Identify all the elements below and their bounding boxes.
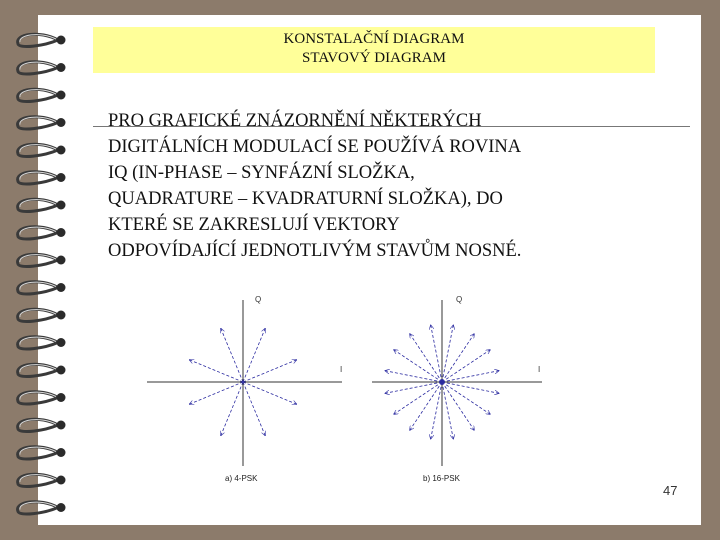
psk16-i-label: I	[538, 365, 541, 374]
psk16-q-label: Q	[456, 295, 463, 304]
binding-ring	[18, 172, 66, 184]
spiral-binding	[0, 0, 80, 540]
psk16-vector	[410, 334, 442, 382]
binding-ring	[18, 282, 66, 294]
title-line-2: STAVOVÝ DIAGRAM	[302, 50, 446, 66]
body-line: DIGITÁLNÍCH MODULACÍ SE POUŽÍVÁ ROVINA	[108, 137, 522, 157]
psk16-vector	[442, 382, 490, 414]
body-line: PRO GRAFICKÉ ZNÁZORNĚNÍ NĚKTERÝCH	[108, 111, 482, 131]
binding-ring	[18, 254, 66, 266]
psk16-diagram	[372, 295, 542, 466]
body-line: KTERÉ SE ZAKRESLUJÍ VEKTORY	[108, 215, 400, 235]
psk4-diagram	[147, 295, 342, 466]
psk16-vector	[394, 350, 442, 382]
psk-diagrams	[140, 288, 560, 488]
binding-ring	[18, 364, 66, 376]
binding-ring	[18, 89, 66, 101]
psk16-vector	[442, 350, 490, 382]
binding-ring	[18, 502, 66, 514]
binding-ring	[18, 117, 66, 129]
psk16-caption: b) 16-PSK	[423, 474, 460, 483]
psk16-center-dot	[440, 380, 445, 385]
body-text	[108, 108, 693, 264]
binding-ring	[18, 419, 66, 431]
psk4-q-label: Q	[255, 295, 262, 304]
psk16-vector	[394, 382, 442, 414]
binding-ring	[18, 227, 66, 239]
psk16-vector	[442, 334, 474, 382]
title-line-1: KONSTALAČNÍ DIAGRAM	[283, 31, 465, 47]
body-line: ODPOVÍDAJÍCÍ JEDNOTLIVÝM STAVŮM NOSNÉ.	[108, 241, 522, 261]
page-number: 47	[663, 483, 678, 498]
binding-ring	[18, 199, 66, 211]
binding-ring	[18, 474, 66, 486]
binding-ring	[18, 34, 66, 46]
binding-ring	[18, 144, 66, 156]
psk4-caption: a) 4-PSK	[225, 474, 258, 483]
psk16-vector	[442, 382, 474, 430]
body-line: IQ (IN-PHASE – SYNFÁZNÍ SLOŽKA,	[108, 163, 415, 183]
binding-ring	[18, 337, 66, 349]
binding-ring	[18, 392, 66, 404]
body-line: QUADRATURE – KVADRATURNÍ SLOŽKA), DO	[108, 189, 503, 209]
binding-ring	[18, 447, 66, 459]
title-box	[93, 27, 655, 73]
psk16-vector	[410, 382, 442, 430]
binding-ring	[18, 309, 66, 321]
psk4-i-label: I	[340, 365, 343, 374]
binding-ring	[18, 62, 66, 74]
